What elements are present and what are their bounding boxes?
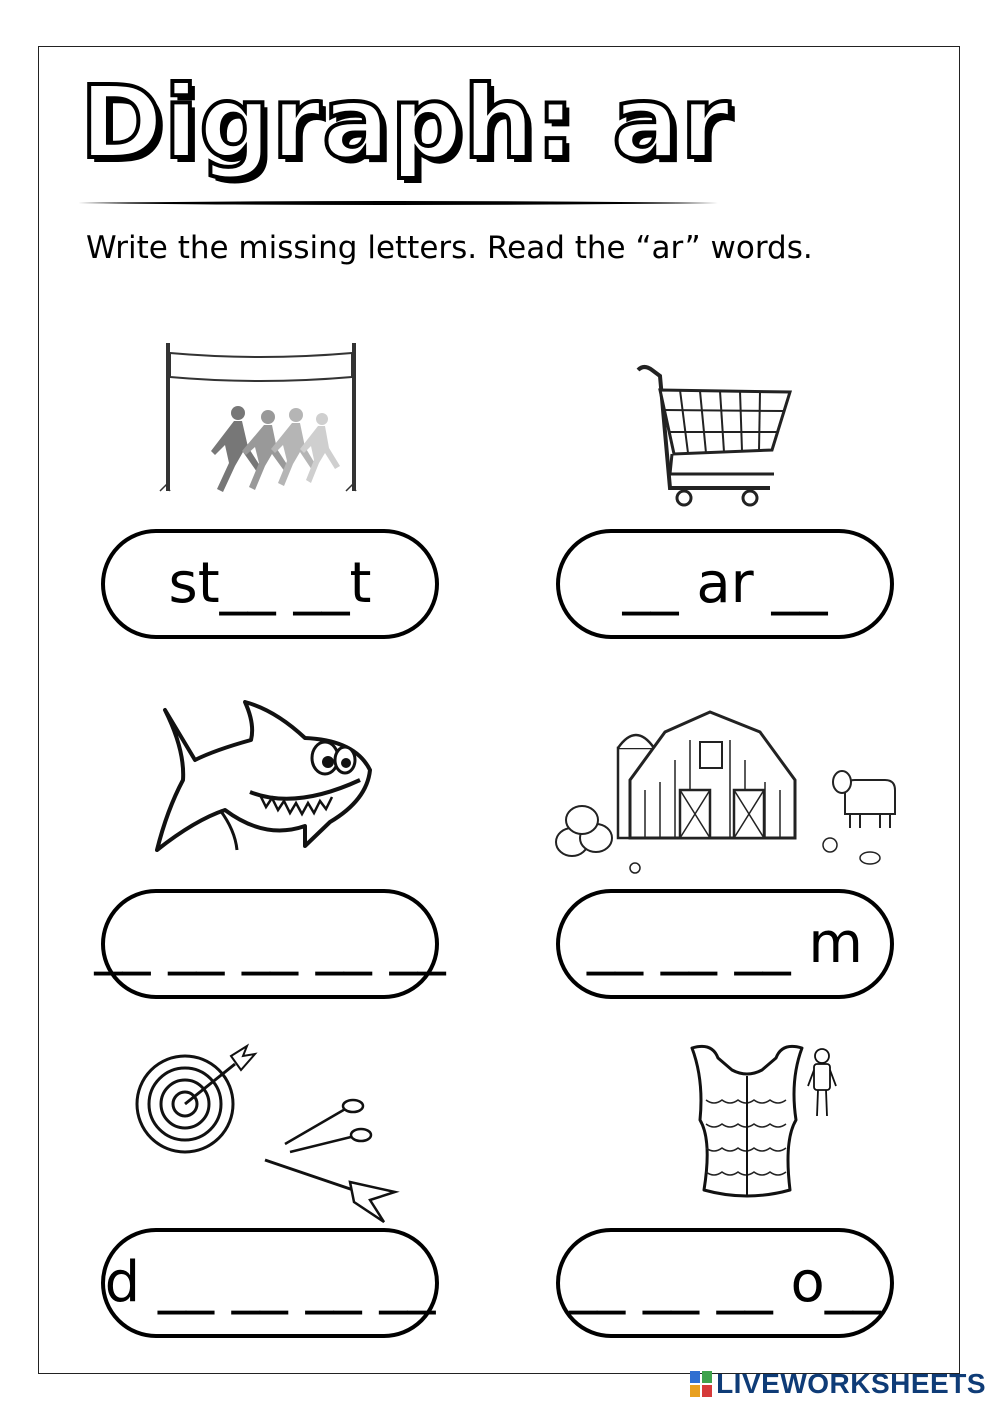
instruction-text: Write the missing letters. Read the “ar” words. [86, 230, 813, 266]
word-box-farm[interactable] [556, 889, 894, 999]
liveworksheets-logo [690, 1368, 986, 1400]
footer-brand-text: LIVEWORKSHEETS [716, 1368, 986, 1399]
word-prompt-start: st__ __t [168, 551, 372, 616]
word-prompt-cart: __ ar __ [622, 551, 828, 616]
title-divider [78, 200, 718, 206]
word-box-darts[interactable] [101, 1228, 439, 1338]
barn-farm-image [550, 710, 905, 880]
word-prompt-armor: __ __ __ o__ [569, 1250, 881, 1315]
worksheet-title: Digraph: ar [80, 64, 732, 181]
finish-line-runners-image [150, 335, 370, 510]
word-prompt-farm: __ __ __ m [587, 911, 863, 976]
shopping-cart-image [632, 362, 797, 512]
word-box-armor[interactable] [556, 1228, 894, 1338]
liveworksheets-icon [690, 1371, 712, 1397]
cartoon-shark-image [155, 700, 375, 860]
armor-vest-image [672, 1040, 847, 1205]
word-prompt-darts: d __ __ __ __ [104, 1250, 436, 1315]
word-prompt-shark: __ __ __ __ __ [94, 911, 446, 976]
word-box-cart[interactable] [556, 529, 894, 639]
word-box-shark[interactable] [94, 889, 446, 999]
word-box-start[interactable] [101, 529, 439, 639]
dartboard-darts-image [135, 1042, 403, 1227]
